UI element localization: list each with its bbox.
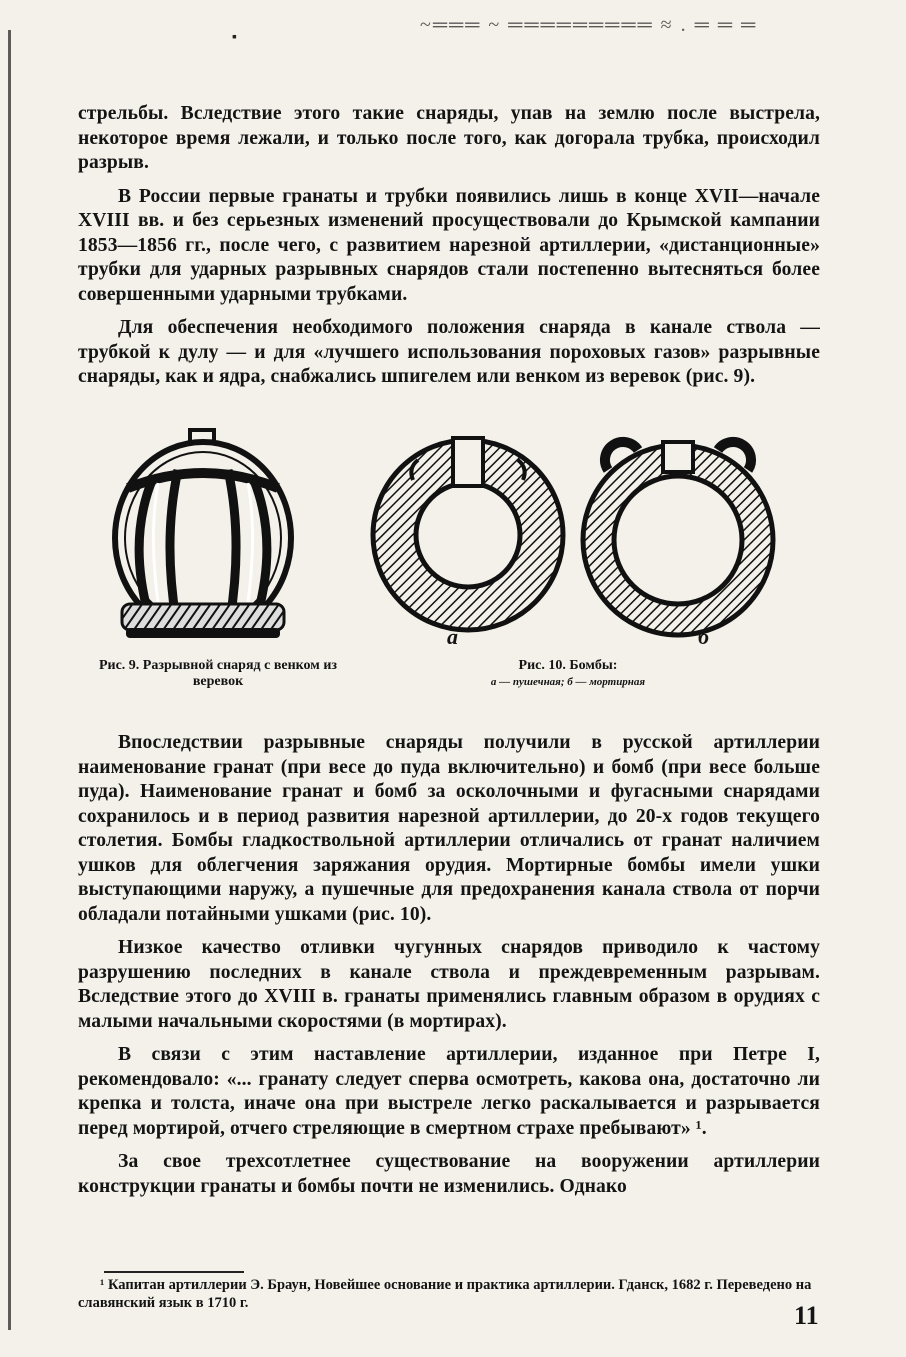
- print-noise-top: ~═══ ~ ═════════ ≈ . ═ ═ ═: [420, 14, 758, 36]
- figure-10-caption-title: Рис. 10. Бомбы:: [518, 658, 618, 673]
- page-edge-shadow: [8, 30, 11, 1330]
- figure-9-caption: Рис. 9. Разрывной снаряд с венком из веревок: [98, 658, 338, 689]
- footnote: ¹ Капитан артиллерии Э. Браун, Новейшее основание и практика артиллерии. Гданск, 1682 г. Переведено на славянский язык в 1710 г.: [78, 1277, 812, 1311]
- text-block-bottom: [78, 731, 820, 1199]
- paragraph-2: В России первые гранаты и трубки появились лишь в конце XVII—начале XVIII вв. и без серьезных изменений просуществовали до Крымской кампании 1853—1856 гг., после чего, с развитием нарезной артиллерии, «дистанционные» трубки для ударных разрывных снарядов стали постепенно вытесняться более совершенными ударными трубками.: [78, 185, 820, 305]
- paragraph-1: стрельбы. Вследствие этого такие снаряды, упав на землю после выстрела, некоторое время лежали, и только после того, как догорала трубка, происходил разрыв.: [78, 103, 820, 173]
- paragraph-4: Впоследствии разрывные снаряды получили в русской артиллерии наименование гранат (при весе до пуда включительно) и бомб (при весе больше пуда). Наименование гранат и бомб за осколочными и фугасными снарядами сохранилось и в период развития нарезной артиллерии, до 20-х годов текущего столетия. Бомбы гладкоствольной артиллерии отличались от гранат наличием ушков для облегчения заряжания орудия. Мортирные бомбы имели ушки выступающими наружу, а пушечные для предохранения канала ствола от порчи обладали потайными ушками (рис. 10).: [78, 732, 820, 925]
- figure-10-caption: [398, 658, 738, 690]
- label-a: а: [447, 624, 458, 649]
- bomb-b-mortar: [583, 442, 773, 635]
- figure-10-caption-sub: а — пушечная; б — мортирная: [490, 676, 646, 688]
- label-b: б: [698, 624, 709, 649]
- figures-area: [78, 420, 820, 720]
- print-mark: ▪: [232, 30, 237, 45]
- paragraph-3: Для обеспечения необходимого положения снаряда в канале ствола — трубкой к дулу — и для «лучшего использования пороховых газов» разрывные снаряды, как и ядра, снабжались шпигелем или венком из веревок (рис. 9).: [78, 317, 820, 387]
- bomb-a-cannon: [373, 438, 563, 630]
- footnote-rule: [104, 1271, 244, 1273]
- figure-10-bombs-illustration: [368, 420, 788, 660]
- paragraph-7: За свое трехсотлетнее существование на вооружении артиллерии конструкции гранаты и бомбы почти не изменились. Однако: [78, 1151, 820, 1197]
- text-block-top: [78, 102, 820, 390]
- page-number: 11: [794, 1301, 819, 1330]
- paragraph-5: Низкое качество отливки чугунных снарядов приводило к частому разрушению последних в канале ствола и преждевременным разрывам. Вследствие этого до XVIII в. гранаты применялись главным образом в орудиях с малыми начальными скоростями (в мортирах).: [78, 937, 820, 1032]
- paragraph-6: В связи с этим наставление артиллерии, изданное при Петре I, рекомендовало: «... гранату следует сперва осмотреть, какова она, достаточно ли крепка и толста, иначе она при выстреле легко раскалывается и разрывается перед мортирой, отчего стреляющие в смертном страхе пребывают» ¹.: [78, 1044, 820, 1139]
- figure-9-shell-illustration: [108, 428, 298, 650]
